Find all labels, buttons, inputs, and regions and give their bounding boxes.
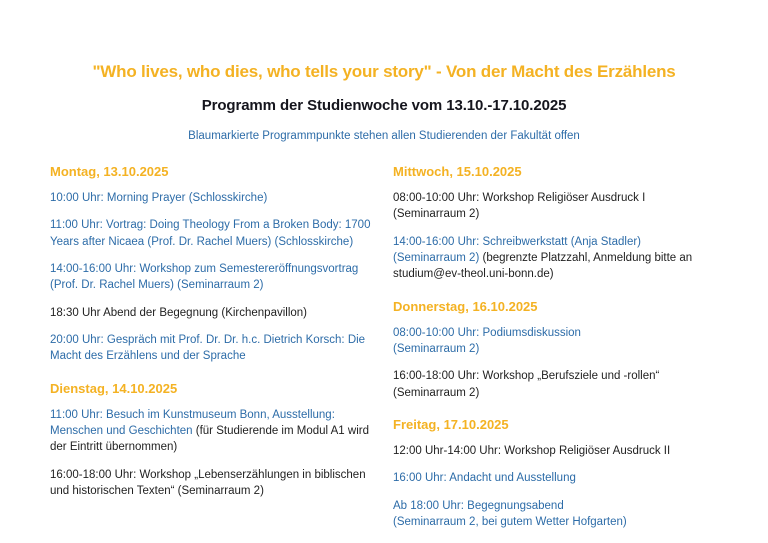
day-heading: Dienstag, 14.10.2025 bbox=[50, 380, 178, 396]
event-text-segment: (Seminarraum 2) bbox=[393, 342, 480, 355]
event-text-segment: 14:00-16:00 Uhr: Schreibwerkstatt (Anja Stadler) bbox=[393, 235, 642, 248]
program-columns bbox=[50, 164, 768, 541]
event-text-segment: 11:00 Uhr: Besuch im Kunstmuseum Bonn, Ausstellung: Menschen und Geschichten bbox=[50, 408, 335, 437]
event-text-segment: 11:00 Uhr: Vortrag: Doing Theology From a Broken Body: 1700 Years after Nicaea (Prof. Dr. Rachel Muers) (Schlosskirche) bbox=[50, 219, 371, 248]
event-text-segment: (Seminarraum 2) bbox=[393, 208, 480, 221]
event-item bbox=[393, 498, 723, 531]
event-text-segment: 18:30 Uhr Abend der Begegnung (Kirchenpavillon) bbox=[50, 306, 308, 319]
event-text-segment: 08:00-10:00 Uhr: Podiumsdiskussion bbox=[393, 326, 581, 339]
event-text-segment: 12:00 Uhr-14:00 Uhr: Workshop Religiöser Ausdruck II bbox=[393, 444, 671, 457]
day-heading: Freitag, 17.10.2025 bbox=[393, 416, 509, 432]
event-item bbox=[393, 368, 723, 401]
day-heading: Mittwoch, 15.10.2025 bbox=[393, 164, 522, 179]
event-text-segment: Ab 18:00 Uhr: Begegnungsabend bbox=[393, 499, 564, 512]
event-text-segment: 16:00-18:00 Uhr: Workshop „Berufsziele und -rollen“ bbox=[393, 370, 660, 383]
event-item bbox=[393, 190, 723, 223]
day-heading: Donnerstag, 16.10.2025 bbox=[393, 298, 538, 314]
event-text-segment: 14:00-16:00 Uhr: Workshop zum Semestereröffnungsvortrag (Prof. Dr. Rachel Muers) (Seminarraum 2) bbox=[50, 262, 359, 292]
event-text-segment: 16:00 Uhr: Andacht und Ausstellung bbox=[393, 472, 576, 485]
event-item bbox=[393, 325, 723, 358]
event-item bbox=[50, 305, 380, 321]
legend-note: Blaumarkierte Programmpunkte stehen allen Studierenden der Fakultät offen bbox=[188, 130, 580, 142]
event-text-segment: (für Studierende im Modul A1 wird der Eintritt übernommen) bbox=[50, 424, 369, 454]
event-text-segment: (Seminarraum 2) bbox=[393, 251, 480, 264]
page-subtitle: Programm der Studienwoche vom 13.10.-17.10.2025 bbox=[201, 97, 567, 114]
event-item bbox=[50, 332, 380, 365]
event-text-segment: 08:00-10:00 Uhr: Workshop Religiöser Ausdruck I bbox=[393, 192, 646, 204]
event-item bbox=[50, 261, 380, 294]
day-heading: Montag, 13.10.2025 bbox=[50, 164, 169, 179]
event-item bbox=[50, 190, 380, 206]
event-text-segment: (Seminarraum 2, bei gutem Wetter Hofgarten) bbox=[393, 515, 627, 528]
event-text-segment: (begrenzte Platzzahl, Anmeldung bitte an studium@ev-theol.uni-bonn.de) bbox=[393, 251, 693, 281]
event-item bbox=[393, 443, 723, 459]
program-column-left bbox=[50, 164, 380, 541]
program-column-right bbox=[393, 164, 723, 541]
event-text-segment: 10:00 Uhr: Morning Prayer (Schlosskirche) bbox=[50, 192, 268, 204]
event-item bbox=[50, 467, 380, 500]
event-item bbox=[393, 234, 723, 283]
page-title: "Who lives, who dies, who tells your story" - Von der Macht des Erzählens bbox=[92, 62, 676, 81]
event-text-segment: (Seminarraum 2) bbox=[393, 386, 480, 399]
event-item bbox=[50, 217, 380, 250]
event-text-segment: 20:00 Uhr: Gespräch mit Prof. Dr. Dr. h.c. Dietrich Korsch: Die Macht des Erzählens und der Sprache bbox=[50, 333, 366, 363]
event-text-segment: 16:00-18:00 Uhr: Workshop „Lebenserzählungen in biblischen und historischen Texten“ (Seminarraum 2) bbox=[50, 468, 366, 497]
event-item bbox=[393, 470, 723, 486]
event-item bbox=[50, 407, 380, 456]
